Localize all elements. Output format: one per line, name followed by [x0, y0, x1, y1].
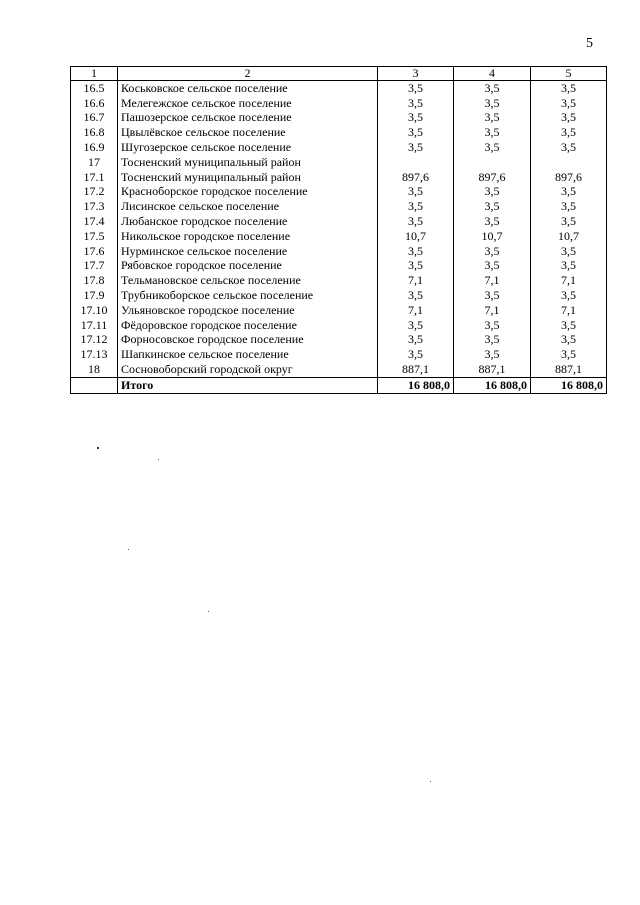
- row-number-cell: 16.5: [71, 81, 118, 96]
- row-number-cell: 17.7: [71, 259, 118, 274]
- value-cell-col4: 3,5: [454, 125, 531, 140]
- value-cell-col4: [454, 155, 531, 170]
- settlement-name-cell: Трубникоборское сельское поселение: [118, 288, 378, 303]
- value-cell-col3: 7,1: [378, 273, 454, 288]
- value-cell-col4: 3,5: [454, 199, 531, 214]
- table-row: [71, 140, 607, 155]
- settlement-name-cell: Пашозерское сельское поселение: [118, 111, 378, 126]
- row-number-cell: 16.8: [71, 125, 118, 140]
- row-number-cell: 17.13: [71, 347, 118, 362]
- table-row: [71, 229, 607, 244]
- settlement-name-cell: Тосненский муниципальный район: [118, 170, 378, 185]
- row-number-cell: 16.9: [71, 140, 118, 155]
- total-value-col5: 16 808,0: [531, 377, 607, 393]
- value-cell-col5: 3,5: [531, 185, 607, 200]
- total-number-cell: [71, 377, 118, 393]
- value-cell-col4: 3,5: [454, 111, 531, 126]
- value-cell-col5: 7,1: [531, 303, 607, 318]
- settlement-name-cell: Лисинское сельское поселение: [118, 199, 378, 214]
- table-row: [71, 273, 607, 288]
- value-cell-col5: [531, 155, 607, 170]
- value-cell-col4: 3,5: [454, 333, 531, 348]
- settlement-name-cell: Фёдоровское городское поселение: [118, 318, 378, 333]
- value-cell-col4: 887,1: [454, 362, 531, 377]
- column-header-5: 5: [531, 67, 607, 81]
- value-cell-col5: 3,5: [531, 96, 607, 111]
- value-cell-col3: 3,5: [378, 125, 454, 140]
- row-number-cell: 17.1: [71, 170, 118, 185]
- table-row: [71, 125, 607, 140]
- value-cell-col4: 3,5: [454, 347, 531, 362]
- column-header-3: 3: [378, 67, 454, 81]
- value-cell-col3: 3,5: [378, 347, 454, 362]
- settlement-name-cell: Любанское городское поселение: [118, 214, 378, 229]
- value-cell-col3: 3,5: [378, 199, 454, 214]
- settlement-name-cell: Никольское городское поселение: [118, 229, 378, 244]
- table-row: [71, 288, 607, 303]
- value-cell-col3: 10,7: [378, 229, 454, 244]
- table-row: [71, 333, 607, 348]
- value-cell-col4: 3,5: [454, 288, 531, 303]
- value-cell-col4: 3,5: [454, 96, 531, 111]
- settlement-name-cell: Тосненский муниципальный район: [118, 155, 378, 170]
- row-number-cell: 17.2: [71, 185, 118, 200]
- settlement-name-cell: Форносовское городское поселение: [118, 333, 378, 348]
- value-cell-col5: 3,5: [531, 111, 607, 126]
- settlement-name-cell: Красноборское городское поселение: [118, 185, 378, 200]
- table-row: [71, 303, 607, 318]
- table-row: [71, 199, 607, 214]
- settlement-name-cell: Шапкинское сельское поселение: [118, 347, 378, 362]
- scan-speck: [208, 611, 209, 612]
- column-header-1: 1: [71, 67, 118, 81]
- total-value-col4: 16 808,0: [454, 377, 531, 393]
- settlement-name-cell: Нурминское сельское поселение: [118, 244, 378, 259]
- settlement-name-cell: Мелегежское сельское поселение: [118, 96, 378, 111]
- value-cell-col3: 3,5: [378, 111, 454, 126]
- scan-speck: [430, 781, 431, 782]
- value-cell-col3: 3,5: [378, 244, 454, 259]
- row-number-cell: 17: [71, 155, 118, 170]
- settlement-name-cell: Шугозерское сельское поселение: [118, 140, 378, 155]
- value-cell-col5: 3,5: [531, 140, 607, 155]
- settlement-name-cell: Ульяновское городское поселение: [118, 303, 378, 318]
- value-cell-col5: 3,5: [531, 259, 607, 274]
- value-cell-col5: 3,5: [531, 244, 607, 259]
- value-cell-col5: 3,5: [531, 214, 607, 229]
- table-row: [71, 185, 607, 200]
- value-cell-col3: [378, 155, 454, 170]
- settlement-name-cell: Тельмановское сельское поселение: [118, 273, 378, 288]
- table-row: [71, 244, 607, 259]
- row-number-cell: 17.6: [71, 244, 118, 259]
- value-cell-col5: 10,7: [531, 229, 607, 244]
- value-cell-col5: 3,5: [531, 199, 607, 214]
- value-cell-col3: 3,5: [378, 185, 454, 200]
- scan-speck: [97, 447, 99, 449]
- value-cell-col4: 897,6: [454, 170, 531, 185]
- value-cell-col5: 887,1: [531, 362, 607, 377]
- total-row: [71, 377, 607, 393]
- column-header-2: 2: [118, 67, 378, 81]
- value-cell-col3: 3,5: [378, 333, 454, 348]
- table-row: [71, 155, 607, 170]
- value-cell-col3: 3,5: [378, 214, 454, 229]
- row-number-cell: 17.8: [71, 273, 118, 288]
- value-cell-col4: 3,5: [454, 81, 531, 96]
- value-cell-col5: 3,5: [531, 81, 607, 96]
- table-header-row: [71, 67, 607, 81]
- scan-speck: [158, 459, 159, 460]
- value-cell-col4: 3,5: [454, 318, 531, 333]
- row-number-cell: 17.3: [71, 199, 118, 214]
- value-cell-col3: 3,5: [378, 96, 454, 111]
- value-cell-col5: 3,5: [531, 125, 607, 140]
- settlement-name-cell: Сосновоборский городской округ: [118, 362, 378, 377]
- row-number-cell: 17.4: [71, 214, 118, 229]
- scan-speck: [128, 549, 129, 550]
- value-cell-col3: 897,6: [378, 170, 454, 185]
- row-number-cell: 17.10: [71, 303, 118, 318]
- table-row: [71, 96, 607, 111]
- value-cell-col5: 7,1: [531, 273, 607, 288]
- value-cell-col4: 7,1: [454, 303, 531, 318]
- value-cell-col4: 3,5: [454, 140, 531, 155]
- page-number: 5: [586, 36, 593, 51]
- total-label-cell: Итого: [118, 377, 378, 393]
- value-cell-col4: 3,5: [454, 259, 531, 274]
- value-cell-col4: 3,5: [454, 214, 531, 229]
- row-number-cell: 18: [71, 362, 118, 377]
- value-cell-col4: 7,1: [454, 273, 531, 288]
- value-cell-col3: 3,5: [378, 288, 454, 303]
- value-cell-col3: 7,1: [378, 303, 454, 318]
- value-cell-col3: 3,5: [378, 81, 454, 96]
- value-cell-col5: 3,5: [531, 288, 607, 303]
- row-number-cell: 17.5: [71, 229, 118, 244]
- column-header-4: 4: [454, 67, 531, 81]
- value-cell-col3: 887,1: [378, 362, 454, 377]
- value-cell-col4: 10,7: [454, 229, 531, 244]
- table-row: [71, 318, 607, 333]
- table-row: [71, 362, 607, 377]
- settlement-name-cell: Рябовское городское поселение: [118, 259, 378, 274]
- table-body: [71, 67, 607, 394]
- table-row: [71, 259, 607, 274]
- allocation-table: [70, 66, 607, 394]
- value-cell-col4: 3,5: [454, 185, 531, 200]
- row-number-cell: 16.7: [71, 111, 118, 126]
- table-row: [71, 347, 607, 362]
- value-cell-col3: 3,5: [378, 140, 454, 155]
- row-number-cell: 16.6: [71, 96, 118, 111]
- value-cell-col4: 3,5: [454, 244, 531, 259]
- table-row: [71, 214, 607, 229]
- value-cell-col3: 3,5: [378, 318, 454, 333]
- table-row: [71, 170, 607, 185]
- row-number-cell: 17.12: [71, 333, 118, 348]
- row-number-cell: 17.9: [71, 288, 118, 303]
- total-value-col3: 16 808,0: [378, 377, 454, 393]
- settlement-name-cell: Цвылёвское сельское поселение: [118, 125, 378, 140]
- row-number-cell: 17.11: [71, 318, 118, 333]
- value-cell-col5: 3,5: [531, 333, 607, 348]
- table-row: [71, 111, 607, 126]
- value-cell-col5: 3,5: [531, 318, 607, 333]
- value-cell-col5: 3,5: [531, 347, 607, 362]
- table-row: [71, 81, 607, 96]
- value-cell-col3: 3,5: [378, 259, 454, 274]
- settlement-name-cell: Коськовское сельское поселение: [118, 81, 378, 96]
- value-cell-col5: 897,6: [531, 170, 607, 185]
